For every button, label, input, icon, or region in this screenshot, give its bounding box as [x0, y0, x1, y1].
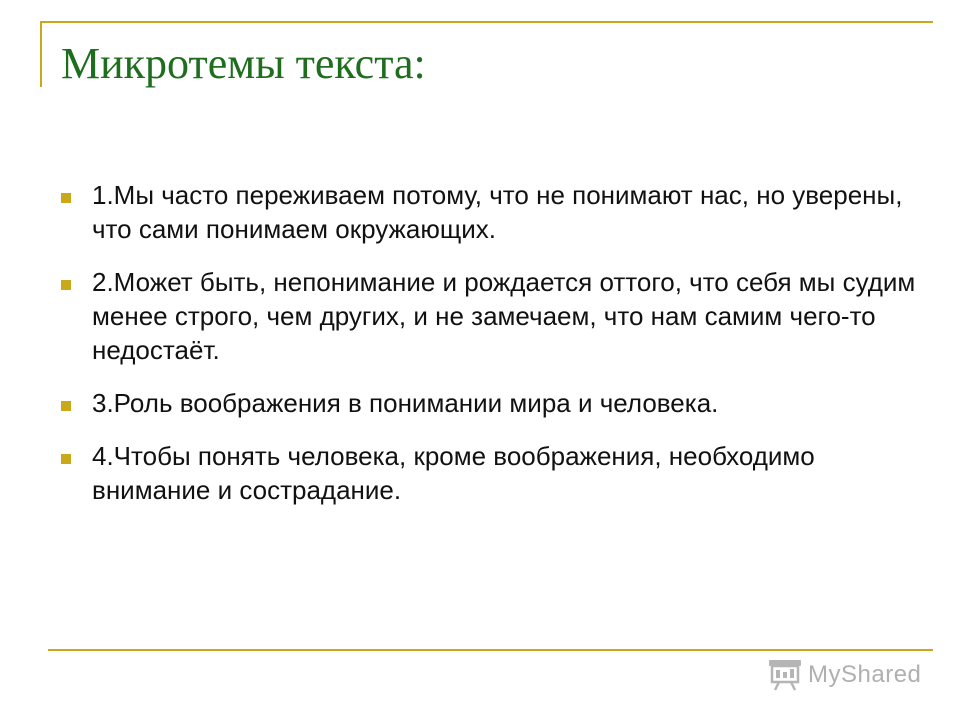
watermark	[768, 656, 921, 694]
bullet-text: 1.Мы часто переживаем потому, что не понимают нас, но уверены, что сами понимаем окружающих.	[92, 180, 903, 244]
top-divider-line	[40, 21, 933, 23]
bullet-item-3	[61, 386, 921, 420]
bullet-list	[61, 178, 921, 526]
bullet-item-2	[61, 265, 921, 367]
watermark-text: MyShared	[808, 661, 922, 688]
bullet-item-1	[61, 178, 921, 246]
bottom-divider-line	[48, 649, 933, 651]
slide-title: Микротемы текста:	[61, 39, 426, 88]
bullet-item-4	[61, 439, 921, 507]
bullet-text: 2.Может быть, непонимание и рождается оттого, что себя мы судим менее строго, чем других, и не замечаем, что нам самим чего-то недостаёт.	[92, 267, 916, 365]
bullet-square-icon	[61, 401, 71, 411]
bullet-square-icon	[61, 280, 71, 290]
bullet-text: 4.Чтобы понять человека, кроме воображения, необходимо внимание и сострадание.	[92, 441, 815, 505]
presentation-board-icon	[768, 659, 802, 691]
bullet-square-icon	[61, 454, 71, 464]
bullet-text: 3.Роль воображения в понимании мира и человека.	[92, 388, 719, 418]
left-accent-line	[40, 21, 42, 87]
bullet-square-icon	[61, 193, 71, 203]
